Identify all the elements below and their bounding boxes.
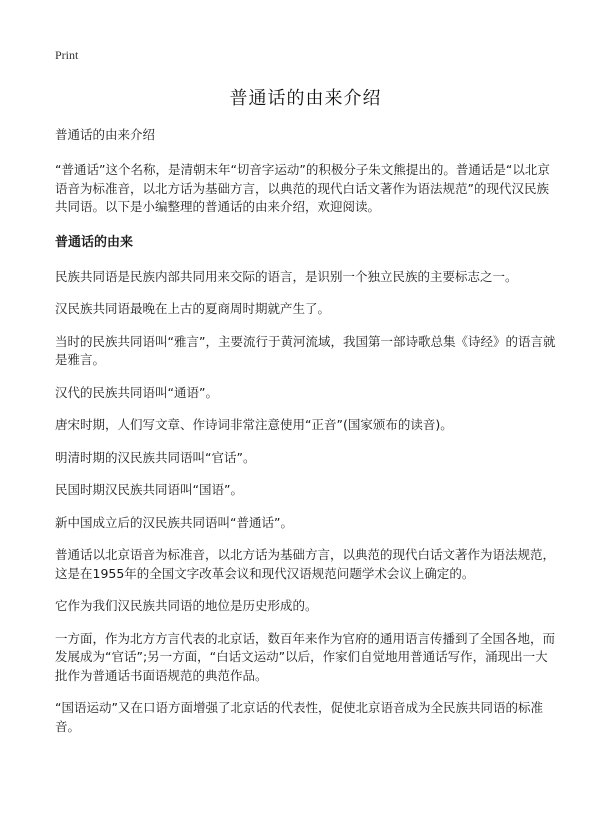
- body-paragraph: 唐宋时期，人们写文章、作诗词非常注意使用“正音”(国家颁布的读音)。: [55, 417, 453, 432]
- body-paragraph: “国语运动”又在口语方面增强了北京话的代表性，促使北京语音成为全民族共同语的标准音。: [55, 700, 543, 734]
- intro-label: 普通话的由来介绍: [55, 127, 156, 142]
- body-paragraph: 它作为我们汉民族共同语的地位是历史形成的。: [55, 598, 318, 613]
- body-paragraph: 明清时期的汉民族共同语叫“官话”。: [55, 449, 256, 465]
- body-paragraph: 新中国成立后的汉民族共同语叫“普通话”。: [55, 514, 293, 530]
- section-heading: 普通话的由来: [55, 234, 134, 250]
- body-paragraph: 民族共同语是民族内部共同用来交际的语言，是识别一个独立民族的主要标志之一。: [55, 268, 518, 284]
- body-paragraph: 民国时期汉民族共同语叫“国语”。: [55, 482, 243, 497]
- document-title: 普通话的由来介绍: [229, 88, 382, 109]
- body-paragraph: 当时的民族共同语叫“雅言”，主要流行于黄河流域，我国第一部诗歌总集《诗经》的语言就是雅言。: [55, 333, 556, 367]
- body-paragraph: 普通话以北京语音为标准音，以北方话为基础方言，以典范的现代白话文著作为语法规范，这是在1955年的全国文字改革会议和现代汉语规范问题学术会议上确定的。: [55, 547, 556, 581]
- intro-paragraph: “普通话”这个名称，是清朝末年“切音字运动”的积极分子朱文熊提出的。普通话是“以北京语音为标准音，以北方话为基础方言，以典范的现代白话文著作为语法规范”的现代汉民族共同语。以下是小编整理的普通话的由来介绍，欢迎阅读。: [55, 162, 550, 214]
- body-paragraph: 汉代的民族共同语叫“通语”。: [55, 384, 218, 400]
- body-paragraph: 汉民族共同语最晚在上古的夏商周时期就产生了。: [55, 301, 331, 316]
- print-link[interactable]: Print: [55, 48, 79, 62]
- body-paragraph: 一方面，作为北方方言代表的北京话，数百年来作为官府的通用语言传播到了全国各地，而发展成为“官话”;另一方面，“白话文运动”以后，作家们自觉地用普通话写作，涌现出一大批作为普通话书面语规范的典范作品。: [55, 630, 556, 683]
